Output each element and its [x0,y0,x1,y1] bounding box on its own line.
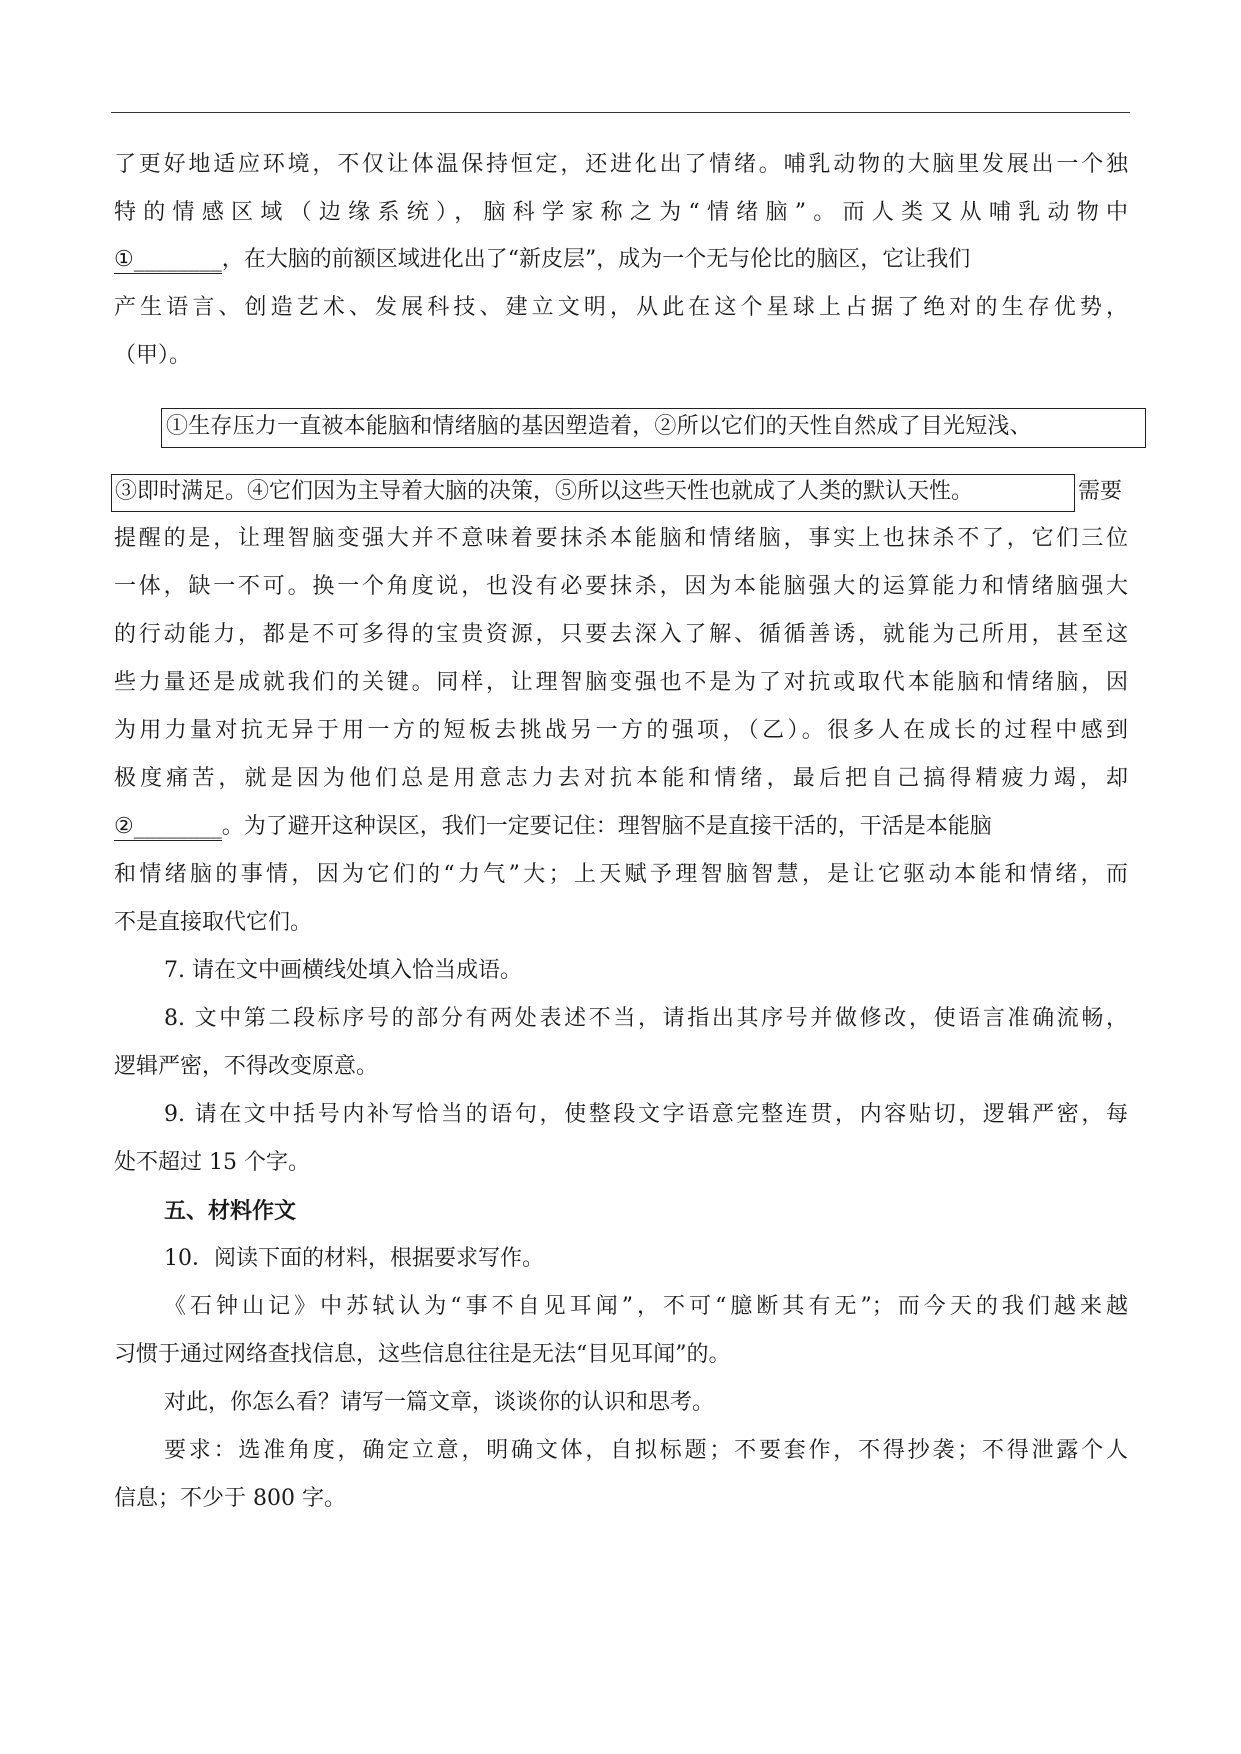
para1-line3 [114,245,1128,275]
header-rule [111,112,1130,113]
para2-line9 [114,812,1128,842]
para2-line10: 和情绪脑的事情，因为它们的“力气”大；上天赋予理智脑智慧，是让它驱动本能和情绪，而 [114,862,1128,887]
para2-line8: 极度痛苦，就是因为他们总是用意志力去对抗本能和情绪，最后把自己搞得精疲力竭，却 [114,766,1128,791]
question-9-line1: 9. 请在文中括号内补写恰当的语句，使整段文字语意完整连贯，内容贴切，逻辑严密，每 [164,1102,1128,1127]
para2-line9-rest: 。为了避开这种误区，我们一定要记住：理智脑不是直接干活的，干活是本能脑 [221,814,992,839]
para1-line2: 特的情感区域（边缘系统），脑科学家称之为“情绪脑”。而人类又从哺乳动物中 [114,200,1128,225]
blank-2[interactable]: ②________ [114,814,222,839]
para2-line4: 一体，缺一不可。换一个角度说，也没有必要抹杀，因为本能脑强大的运算能力和情绪脑强大 [114,574,1128,599]
para1-line1: 了更好地适应环境，不仅让体温保持恒定，还进化出了情绪。哺乳动物的大脑里发展出一个独 [114,152,1128,177]
question-7: 7. 请在文中画横线处填入恰当成语。 [164,958,522,983]
requirements-line1: 要求：选准角度，确定立意，明确文体，自拟标题；不要套作，不得抄袭；不得泄露个人 [164,1438,1128,1463]
para1-line4: 产生语言、创造艺术、发展科技、建立文明，从此在这个星球上占据了绝对的生存优势， [114,295,1128,320]
para2-line2-tail: 需要 [1078,479,1123,504]
question-10: 10．阅读下面的材料，根据要求写作。 [164,1246,544,1271]
question-9-line2: 处不超过 15 个字。 [114,1150,310,1175]
para2-line11: 不是直接取代它们。 [114,910,313,935]
para2-line7: 为用力量对抗无异于用一方的短板去挑战另一方的强项，（乙）。很多人在成长的过程中感到 [114,718,1128,743]
writing-prompt: 对此，你怎么看？请写一篇文章，谈谈你的认识和思考。 [164,1390,715,1415]
boxed-sentence-2 [111,474,1075,512]
material-line1: 《石钟山记》中苏轼认为“事不自见耳闻”，不可“臆断其有无”；而今天的我们越来越 [164,1294,1128,1319]
question-8-line2: 逻辑严密，不得改变原意。 [114,1054,379,1079]
para2-line3: 提醒的是，让理智脑变强大并不意味着要抹杀本能脑和情绪脑，事实上也抹杀不了，它们三位 [114,526,1128,551]
blank-1[interactable]: ①________ [114,247,222,272]
question-8-line1: 8. 文中第二段标序号的部分有两处表述不当，请指出其序号并做修改，使语言准确流畅， [164,1006,1128,1031]
boxed-line2: ③即时满足。④它们因为主导着大脑的决策，⑤所以这些天性也就成了人类的默认天性。 [115,479,974,504]
para2-line6: 些力量还是成就我们的关键。同样，让理智脑变强也不是为了对抗或取代本能脑和情绪脑，因 [114,670,1128,695]
section-heading: 五、材料作文 [164,1198,297,1224]
boxed-sentence-1 [161,408,1146,448]
requirements-line2: 信息；不少于 800 字。 [114,1486,346,1511]
para1-line5: （甲）。 [114,343,192,368]
para2-line5: 的行动能力，都是不可多得的宝贵资源，只要去深入了解、循循善诱，就能为己所用，甚至这 [114,622,1128,647]
boxed-line1: ①生存压力一直被本能脑和情绪脑的基因塑造着，②所以它们的天性自然成了目光短浅、 [166,414,1032,439]
material-line2: 习惯于通过网络查找信息，这些信息往往是无法“目见耳闻”的。 [114,1342,731,1367]
para1-line3-rest: ，在大脑的前额区域进化出了“新皮层”，成为一个无与伦比的脑区，它让我们 [221,247,971,272]
